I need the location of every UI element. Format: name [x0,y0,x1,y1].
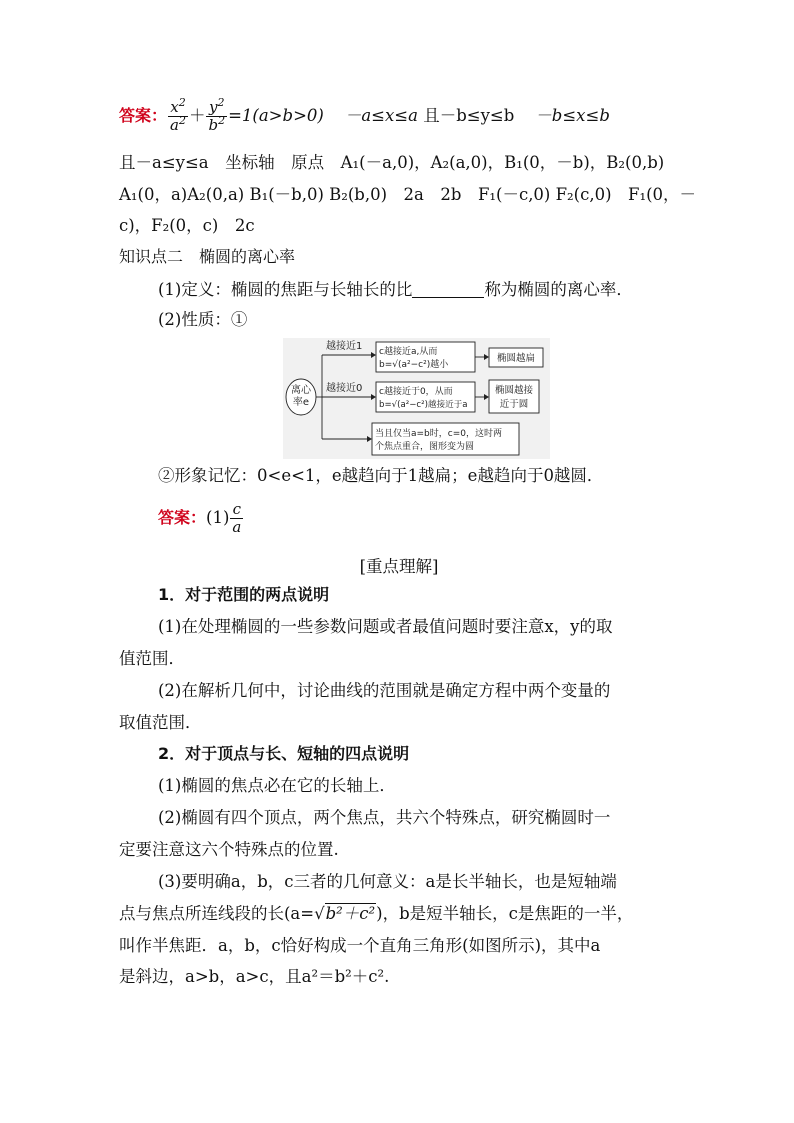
key-p5b-pre: 点与焦点所连线段的长(a= [119,904,315,923]
key-p5b-post: )，b是短半轴长，c是焦距的一半， [376,904,634,923]
result2-line1: 椭圆越接 [494,385,534,396]
fraction-c-a: $\frac{c}{a}$ [232,500,242,536]
key-p5c: 叫作半焦距．a，b，c恰好构成一个直角三角形(如图所示)，其中a [119,936,601,955]
definition-line [158,279,718,301]
range-x: －a≤x≤a [344,106,418,125]
answer-line-5 [158,496,718,540]
memory-line: ②形象记忆：0<e<1，e越趋向于1越扁；e越趋向于0越圆． [158,466,604,485]
answer-line-2: 且－a≤y≤a 坐标轴 原点 A₁(－a,0)，A₂(a,0)，B₁(0，－b)，B₂(0,b) [119,153,665,172]
eccentricity-diagram [283,338,550,459]
equation-rest: =1(a>b>0) [228,106,324,125]
key-p5d: 是斜边，a>b，a>c，且a²＝b²＋c². [119,967,390,986]
result2-line2: 近于圆 [499,399,529,410]
key-p2a: (2)在解析几何中，讨论曲线的范围就是确定方程中两个变量的 [158,681,611,700]
diagram-center-text-1: 离心 [291,385,311,396]
property-line: (2)性质：① [158,310,248,329]
answer-line-3: A₁(0，a)A₂(0,a) B₁(－b,0) B₂(b,0) 2a 2b F₁(－c,0) F₂(c,0) F₁(0，－ [119,185,697,204]
definition-prefix: (1)定义：椭圆的焦距与长轴长的比 [158,280,413,299]
range-y: 且－b≤y≤b [423,106,515,125]
range-x-2: －b≤x≤b [535,106,610,125]
key-p4a: (2)椭圆有四个顶点，两个焦点，共六个特殊点，研究椭圆时一 [158,808,611,827]
diagram-center-text-2: 率e [292,397,310,408]
answer-line-1: 答案： $\frac{x^2}{a^2}$ ＋ $\frac{y^2}{b^2}$ =1(a>b>0) －a≤x≤a 且－b≤y≤b －b≤x≤b [119,96,610,134]
branch-label-2: 越接近0 [326,383,363,394]
key-p3: (1)椭圆的焦点必在它的长轴上． [158,776,396,795]
key-heading-2: 2．对于顶点与长、短轴的四点说明 [158,744,410,763]
key-p4b: 定要注意这六个特殊点的位置. [119,840,339,859]
answer2-prefix: (1) [206,508,230,527]
section-title: 知识点二 椭圆的离心率 [119,247,296,266]
result1-text: 椭圆越扁 [496,353,536,364]
key-p1b: 值范围． [119,649,185,668]
box2-line2: b=√(a²−c²)越接近于a [379,400,468,410]
key-title: [重点理解] [359,557,439,576]
key-p5a: (3)要明确a，b，c三者的几何意义：a是长半轴长，也是短轴端 [158,872,617,891]
key-p2b: 取值范围． [119,713,202,732]
box1-line1: c越接近a,从而 [379,347,438,357]
fraction-x2-a2: $\frac{x^2}{a^2}$ [170,96,186,134]
fraction-y2-b2: $\frac{y^2}{b^2}$ [208,96,226,134]
definition-blank [412,281,484,298]
box3-line2: 个焦点重合，图形变为圆 [375,442,475,452]
key-p5b: 点与焦点所连线段的长(a=√b²＋c²)，b是短半轴长，c是焦距的一半， [119,904,634,923]
answer-label-2: 答案： [158,508,207,527]
answer-label: 答案： [119,106,168,125]
box1-line2: b=√(a²−c²)越小 [379,360,449,370]
answer-line-4: c)，F₂(0，c) 2c [119,216,255,235]
key-heading-1: 1．对于范围的两点说明 [158,585,330,604]
box2-line1: c越接近于0，从而 [379,387,453,397]
key-p1a: (1)在处理椭圆的一些参数问题或者最值问题时要注意x，y的取 [158,617,613,636]
branch-label-1: 越接近1 [326,341,363,352]
box3-line1: 当且仅当a=b时，c=0，这时两 [375,429,502,439]
sqrt-b2-c2: b²＋c² [325,904,376,923]
definition-suffix: 称为椭圆的离心率． [484,280,633,299]
